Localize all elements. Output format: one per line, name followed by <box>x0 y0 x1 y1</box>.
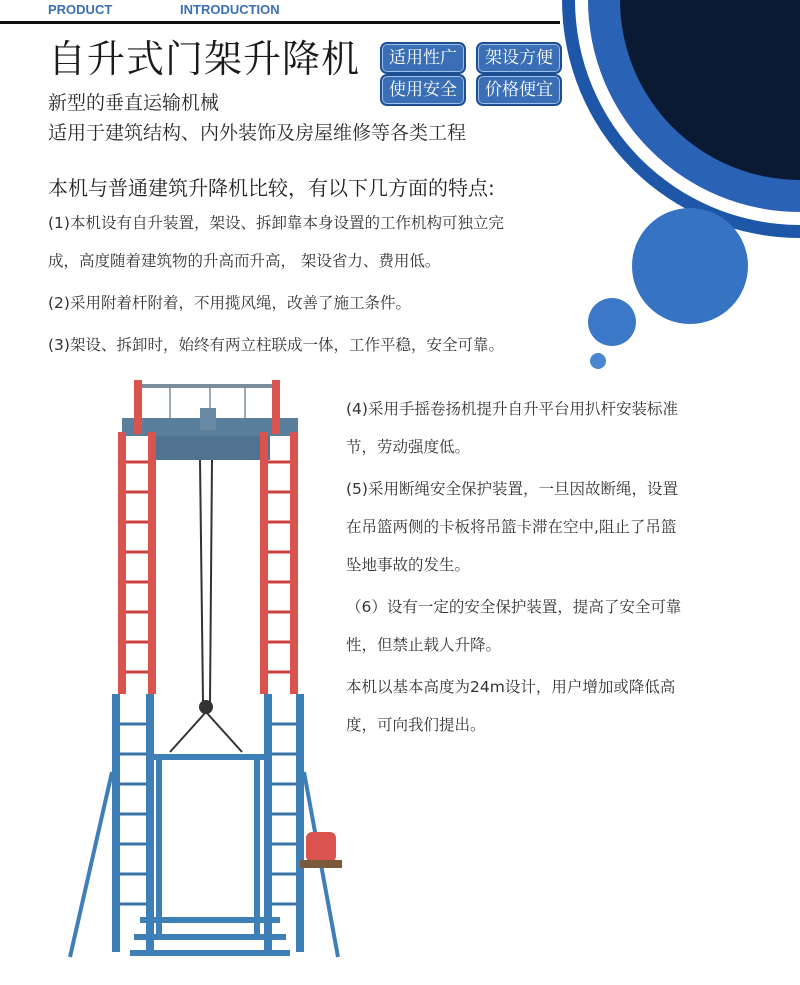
product-title: 自升式门架升降机 <box>48 37 361 81</box>
feature-3: (3)架设、拆卸时，始终有两立柱联成一体，工作平稳，安全可靠。 <box>48 336 504 354</box>
cables <box>170 460 242 752</box>
feature-7-line-1: 本机以基本高度为24m设计，用户增加或降低高 <box>346 678 676 696</box>
badge-wide-application: 适用性广 <box>380 42 466 74</box>
badge-low-price: 价格便宜 <box>476 74 562 106</box>
subtitle-application: 适用于建筑结构、内外装饰及房屋维修等各类工程 <box>48 122 467 144</box>
feature-6-line-2: 性，但禁止载人升降。 <box>346 636 502 654</box>
medium-blue-dot <box>588 298 636 346</box>
subtitle-machine-type: 新型的垂直运输机械 <box>48 92 220 114</box>
feature-1-line-1: (1)本机设有自升装置，架设、拆卸靠本身设置的工作机构可独立完 <box>48 214 504 232</box>
badge-safe-use: 使用安全 <box>380 74 466 106</box>
feature-5-line-2: 在吊篮两侧的卡板将吊篮卡滞在空中,阻止了吊篮 <box>346 518 677 536</box>
right-mast <box>260 380 338 957</box>
feature-5-line-3: 坠地事故的发生。 <box>346 556 471 574</box>
winch-motor <box>300 832 342 868</box>
small-blue-dot <box>590 353 606 369</box>
feature-4-line-2: 节，劳动强度低。 <box>346 438 471 456</box>
badge-easy-setup: 架设方便 <box>476 42 562 74</box>
header-divider <box>0 21 560 24</box>
header-tab-product: PRODUCT <box>48 2 113 17</box>
gantry-hoist-photo <box>60 372 350 972</box>
header-tab-introduction: INTRODUCTION <box>180 2 280 17</box>
feature-1-line-2: 成，高度随着建筑物的升高而升高， 架设省力、费用低。 <box>48 252 441 270</box>
features-intro: 本机与普通建筑升降机比较，有以下几方面的特点: <box>48 176 495 200</box>
large-blue-dot <box>632 208 748 324</box>
feature-6-line-1: （6）设有一定的安全保护装置，提高了安全可靠 <box>346 598 682 616</box>
feature-5-line-1: (5)采用断绳安全保护装置，一旦因故断绳，设置 <box>346 480 678 498</box>
left-mast <box>70 380 156 957</box>
feature-4-line-1: (4)采用手摇卷扬机提升自升平台用扒杆安装标准 <box>346 400 678 418</box>
feature-2: (2)采用附着杆附着，不用揽风绳，改善了施工条件。 <box>48 294 411 312</box>
feature-7-line-2: 度，可向我们提出。 <box>346 716 486 734</box>
